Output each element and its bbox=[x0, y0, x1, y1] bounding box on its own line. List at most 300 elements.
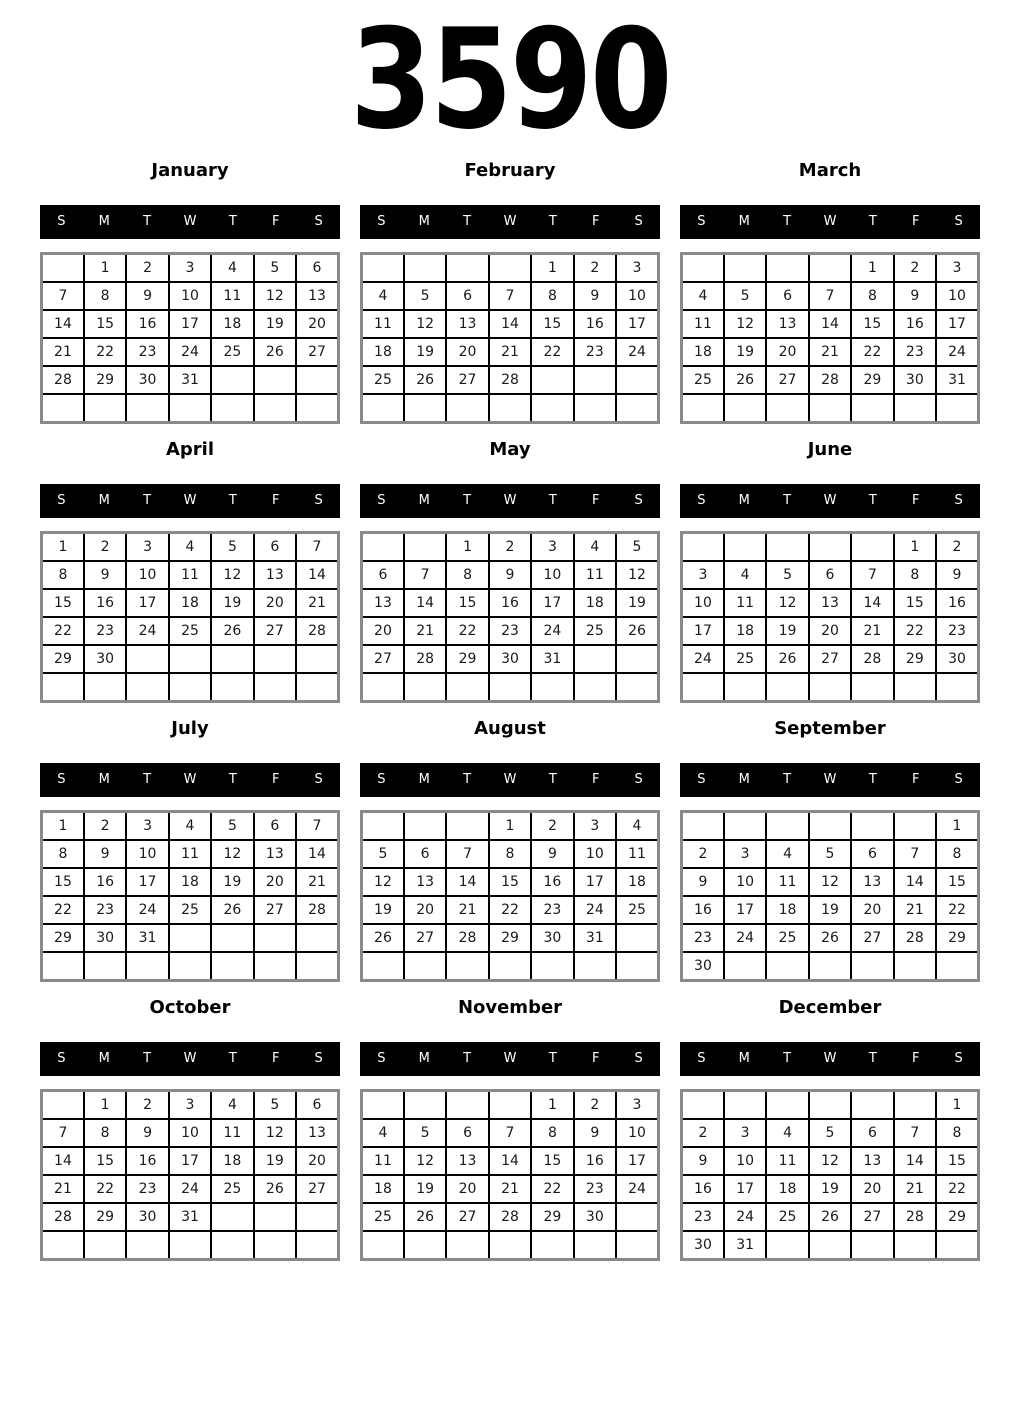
day-cell: 6 bbox=[446, 1119, 488, 1147]
day-cell: 4 bbox=[724, 561, 766, 589]
empty-day-cell bbox=[489, 673, 531, 702]
week-row bbox=[682, 1119, 979, 1147]
day-cell: 25 bbox=[362, 366, 404, 394]
week-row bbox=[362, 924, 659, 952]
day-cell: 31 bbox=[724, 1231, 766, 1260]
day-cell: 23 bbox=[574, 1175, 616, 1203]
day-cell: 23 bbox=[489, 617, 531, 645]
week-row bbox=[362, 366, 659, 394]
day-cell: 14 bbox=[851, 589, 893, 617]
weekday-label: T bbox=[143, 214, 152, 229]
week-row bbox=[42, 1231, 339, 1260]
weekday-label: S bbox=[634, 1051, 643, 1066]
day-cell: 19 bbox=[254, 310, 296, 338]
day-cell: 9 bbox=[489, 561, 531, 589]
week-row bbox=[42, 673, 339, 702]
day-cell: 10 bbox=[682, 589, 724, 617]
day-cell: 20 bbox=[766, 338, 808, 366]
month-december bbox=[680, 997, 980, 1261]
weekday-label: S bbox=[57, 214, 66, 229]
weekday-label: W bbox=[503, 214, 517, 229]
weekday-label: W bbox=[183, 772, 197, 787]
week-row bbox=[42, 394, 339, 423]
month-table bbox=[680, 1089, 980, 1261]
weekday-label: T bbox=[228, 1051, 237, 1066]
day-cell: 19 bbox=[766, 617, 808, 645]
empty-day-cell bbox=[169, 645, 211, 673]
day-cell: 24 bbox=[724, 1203, 766, 1231]
day-cell: 11 bbox=[766, 868, 808, 896]
week-row bbox=[42, 1203, 339, 1231]
day-cell: 30 bbox=[84, 645, 126, 673]
day-cell: 11 bbox=[211, 282, 253, 310]
empty-day-cell bbox=[489, 1231, 531, 1260]
day-cell: 25 bbox=[766, 924, 808, 952]
day-cell: 5 bbox=[404, 282, 446, 310]
empty-day-cell bbox=[362, 1231, 404, 1260]
weekday-label: S bbox=[377, 214, 386, 229]
day-cell: 7 bbox=[851, 561, 893, 589]
empty-day-cell bbox=[724, 394, 766, 423]
empty-day-cell bbox=[42, 952, 84, 981]
day-cell: 26 bbox=[211, 896, 253, 924]
day-cell: 7 bbox=[489, 282, 531, 310]
day-cell: 28 bbox=[851, 645, 893, 673]
week-row bbox=[362, 533, 659, 562]
day-cell: 29 bbox=[936, 1203, 978, 1231]
week-row bbox=[362, 1203, 659, 1231]
week-row bbox=[682, 533, 979, 562]
week-row bbox=[682, 1091, 979, 1120]
month-name: July bbox=[171, 718, 209, 739]
day-cell: 2 bbox=[682, 1119, 724, 1147]
day-cell: 22 bbox=[42, 896, 84, 924]
day-cell: 14 bbox=[42, 310, 84, 338]
day-cell: 30 bbox=[682, 952, 724, 981]
empty-day-cell bbox=[404, 533, 446, 562]
day-cell: 11 bbox=[574, 561, 616, 589]
day-cell: 28 bbox=[809, 366, 851, 394]
day-cell: 26 bbox=[766, 645, 808, 673]
day-cell: 17 bbox=[531, 589, 573, 617]
empty-day-cell bbox=[809, 533, 851, 562]
weekday-label: F bbox=[591, 772, 600, 787]
month-table bbox=[40, 531, 340, 703]
day-cell: 21 bbox=[446, 896, 488, 924]
month-name: October bbox=[149, 997, 231, 1018]
weekday-label: T bbox=[548, 493, 557, 508]
weekday-label: S bbox=[377, 772, 386, 787]
day-cell: 6 bbox=[296, 1091, 338, 1120]
weekday-label: S bbox=[314, 1051, 323, 1066]
week-row bbox=[362, 812, 659, 841]
weekday-label: W bbox=[503, 493, 517, 508]
day-cell: 27 bbox=[446, 366, 488, 394]
empty-day-cell bbox=[809, 673, 851, 702]
empty-day-cell bbox=[531, 394, 573, 423]
day-cell: 21 bbox=[296, 868, 338, 896]
week-row bbox=[682, 1231, 979, 1260]
day-cell: 28 bbox=[42, 1203, 84, 1231]
empty-day-cell bbox=[851, 394, 893, 423]
day-cell: 27 bbox=[296, 338, 338, 366]
weekday-label: M bbox=[98, 493, 110, 508]
empty-day-cell bbox=[169, 952, 211, 981]
weekday-label: T bbox=[228, 493, 237, 508]
empty-day-cell bbox=[404, 254, 446, 283]
day-cell: 24 bbox=[616, 1175, 658, 1203]
weekday-label: S bbox=[697, 214, 706, 229]
empty-day-cell bbox=[724, 1091, 766, 1120]
day-cell: 24 bbox=[126, 896, 168, 924]
day-cell: 16 bbox=[574, 310, 616, 338]
week-row bbox=[362, 394, 659, 423]
month-name: May bbox=[489, 439, 531, 460]
empty-day-cell bbox=[254, 645, 296, 673]
day-cell: 28 bbox=[404, 645, 446, 673]
empty-day-cell bbox=[809, 812, 851, 841]
day-cell: 29 bbox=[446, 645, 488, 673]
week-row bbox=[682, 617, 979, 645]
day-cell: 31 bbox=[531, 645, 573, 673]
empty-day-cell bbox=[682, 1091, 724, 1120]
empty-day-cell bbox=[616, 394, 658, 423]
day-cell: 6 bbox=[851, 840, 893, 868]
week-row bbox=[42, 589, 339, 617]
empty-day-cell bbox=[254, 952, 296, 981]
empty-day-cell bbox=[574, 366, 616, 394]
day-cell: 5 bbox=[766, 561, 808, 589]
empty-day-cell bbox=[362, 394, 404, 423]
weekday-label: M bbox=[98, 1051, 110, 1066]
day-cell: 22 bbox=[489, 896, 531, 924]
empty-day-cell bbox=[766, 952, 808, 981]
day-cell: 26 bbox=[724, 366, 766, 394]
day-cell: 3 bbox=[616, 254, 658, 283]
day-cell: 1 bbox=[936, 812, 978, 841]
week-row bbox=[42, 338, 339, 366]
weekday-label: W bbox=[183, 493, 197, 508]
day-cell: 18 bbox=[766, 1175, 808, 1203]
day-cell: 26 bbox=[809, 924, 851, 952]
empty-day-cell bbox=[254, 924, 296, 952]
day-cell: 12 bbox=[211, 561, 253, 589]
day-cell: 30 bbox=[84, 924, 126, 952]
day-cell: 22 bbox=[531, 338, 573, 366]
day-cell: 12 bbox=[404, 1147, 446, 1175]
day-cell: 14 bbox=[489, 310, 531, 338]
day-cell: 26 bbox=[254, 338, 296, 366]
empty-day-cell bbox=[362, 812, 404, 841]
weekday-label: T bbox=[548, 1051, 557, 1066]
day-cell: 5 bbox=[211, 533, 253, 562]
day-cell: 10 bbox=[574, 840, 616, 868]
week-row bbox=[682, 952, 979, 981]
day-cell: 25 bbox=[766, 1203, 808, 1231]
empty-day-cell bbox=[851, 673, 893, 702]
day-cell: 4 bbox=[362, 282, 404, 310]
weekday-label: F bbox=[271, 1051, 280, 1066]
day-cell: 23 bbox=[936, 617, 978, 645]
day-cell: 28 bbox=[296, 896, 338, 924]
empty-day-cell bbox=[682, 673, 724, 702]
day-cell: 2 bbox=[126, 254, 168, 283]
year-title: 3590 bbox=[349, 0, 671, 160]
week-row bbox=[42, 282, 339, 310]
week-row bbox=[362, 338, 659, 366]
day-cell: 15 bbox=[84, 310, 126, 338]
empty-day-cell bbox=[766, 812, 808, 841]
day-cell: 29 bbox=[894, 645, 936, 673]
day-cell: 26 bbox=[616, 617, 658, 645]
empty-day-cell bbox=[42, 673, 84, 702]
day-cell: 28 bbox=[446, 924, 488, 952]
day-cell: 19 bbox=[254, 1147, 296, 1175]
week-row bbox=[682, 924, 979, 952]
day-cell: 5 bbox=[724, 282, 766, 310]
day-cell: 1 bbox=[84, 1091, 126, 1120]
day-cell: 30 bbox=[574, 1203, 616, 1231]
empty-day-cell bbox=[936, 1231, 978, 1260]
month-table bbox=[40, 252, 340, 424]
day-cell: 2 bbox=[936, 533, 978, 562]
day-cell: 10 bbox=[616, 282, 658, 310]
day-cell: 3 bbox=[126, 812, 168, 841]
weekday-header bbox=[40, 1042, 340, 1076]
weekday-label: T bbox=[868, 1051, 877, 1066]
empty-day-cell bbox=[574, 645, 616, 673]
day-cell: 7 bbox=[42, 1119, 84, 1147]
week-row bbox=[362, 952, 659, 981]
day-cell: 30 bbox=[489, 645, 531, 673]
weekday-label: S bbox=[57, 772, 66, 787]
empty-day-cell bbox=[404, 673, 446, 702]
day-cell: 7 bbox=[809, 282, 851, 310]
empty-day-cell bbox=[446, 1091, 488, 1120]
weekday-label: S bbox=[697, 493, 706, 508]
day-cell: 5 bbox=[809, 840, 851, 868]
empty-day-cell bbox=[766, 1091, 808, 1120]
day-cell: 8 bbox=[84, 282, 126, 310]
day-cell: 20 bbox=[404, 896, 446, 924]
weekday-label: T bbox=[143, 493, 152, 508]
day-cell: 21 bbox=[894, 1175, 936, 1203]
week-row bbox=[682, 561, 979, 589]
day-cell: 12 bbox=[616, 561, 658, 589]
empty-day-cell bbox=[894, 673, 936, 702]
week-row bbox=[42, 952, 339, 981]
empty-day-cell bbox=[296, 673, 338, 702]
day-cell: 21 bbox=[42, 1175, 84, 1203]
week-row bbox=[682, 310, 979, 338]
week-row bbox=[362, 282, 659, 310]
week-row bbox=[42, 366, 339, 394]
month-table bbox=[360, 810, 660, 982]
day-cell: 9 bbox=[894, 282, 936, 310]
empty-day-cell bbox=[809, 394, 851, 423]
month-name: February bbox=[464, 160, 556, 181]
weekday-label: F bbox=[591, 1051, 600, 1066]
day-cell: 21 bbox=[894, 896, 936, 924]
weekday-label: S bbox=[314, 772, 323, 787]
day-cell: 15 bbox=[489, 868, 531, 896]
day-cell: 16 bbox=[682, 1175, 724, 1203]
month-table bbox=[680, 252, 980, 424]
day-cell: 16 bbox=[574, 1147, 616, 1175]
empty-day-cell bbox=[851, 1231, 893, 1260]
day-cell: 18 bbox=[616, 868, 658, 896]
month-name: June bbox=[807, 439, 853, 460]
day-cell: 24 bbox=[169, 1175, 211, 1203]
week-row bbox=[42, 1147, 339, 1175]
weekday-label: T bbox=[783, 214, 792, 229]
day-cell: 1 bbox=[936, 1091, 978, 1120]
day-cell: 19 bbox=[362, 896, 404, 924]
empty-day-cell bbox=[936, 673, 978, 702]
day-cell: 3 bbox=[169, 1091, 211, 1120]
empty-day-cell bbox=[766, 394, 808, 423]
week-row bbox=[682, 394, 979, 423]
week-row bbox=[42, 812, 339, 841]
week-row bbox=[682, 1147, 979, 1175]
day-cell: 18 bbox=[362, 338, 404, 366]
day-cell: 10 bbox=[616, 1119, 658, 1147]
day-cell: 31 bbox=[169, 366, 211, 394]
day-cell: 14 bbox=[404, 589, 446, 617]
day-cell: 29 bbox=[851, 366, 893, 394]
day-cell: 26 bbox=[362, 924, 404, 952]
weekday-label: T bbox=[783, 772, 792, 787]
day-cell: 27 bbox=[851, 924, 893, 952]
empty-day-cell bbox=[211, 952, 253, 981]
day-cell: 20 bbox=[254, 589, 296, 617]
day-cell: 8 bbox=[936, 1119, 978, 1147]
empty-day-cell bbox=[766, 254, 808, 283]
day-cell: 5 bbox=[404, 1119, 446, 1147]
day-cell: 23 bbox=[126, 1175, 168, 1203]
day-cell: 19 bbox=[404, 338, 446, 366]
day-cell: 6 bbox=[446, 282, 488, 310]
empty-day-cell bbox=[766, 673, 808, 702]
month-october bbox=[40, 997, 340, 1261]
day-cell: 17 bbox=[126, 589, 168, 617]
month-table bbox=[40, 810, 340, 982]
month-table bbox=[680, 810, 980, 982]
day-cell: 16 bbox=[126, 310, 168, 338]
weekday-label: T bbox=[463, 772, 472, 787]
day-cell: 16 bbox=[489, 589, 531, 617]
weekday-label: W bbox=[823, 772, 837, 787]
week-row bbox=[362, 1147, 659, 1175]
empty-day-cell bbox=[169, 673, 211, 702]
day-cell: 30 bbox=[936, 645, 978, 673]
empty-day-cell bbox=[362, 254, 404, 283]
weekday-label: F bbox=[911, 214, 920, 229]
day-cell: 21 bbox=[404, 617, 446, 645]
empty-day-cell bbox=[851, 1091, 893, 1120]
empty-day-cell bbox=[894, 952, 936, 981]
day-cell: 25 bbox=[724, 645, 766, 673]
weekday-header bbox=[680, 484, 980, 518]
weekday-label: F bbox=[591, 493, 600, 508]
day-cell: 18 bbox=[211, 310, 253, 338]
day-cell: 23 bbox=[682, 924, 724, 952]
weekday-label: S bbox=[57, 493, 66, 508]
empty-day-cell bbox=[894, 394, 936, 423]
day-cell: 18 bbox=[766, 896, 808, 924]
day-cell: 3 bbox=[169, 254, 211, 283]
day-cell: 2 bbox=[682, 840, 724, 868]
week-row bbox=[682, 868, 979, 896]
weekday-label: W bbox=[823, 214, 837, 229]
weekday-label: T bbox=[228, 214, 237, 229]
day-cell: 17 bbox=[682, 617, 724, 645]
week-row bbox=[42, 310, 339, 338]
weekday-label: S bbox=[314, 493, 323, 508]
day-cell: 7 bbox=[894, 840, 936, 868]
empty-day-cell bbox=[574, 1231, 616, 1260]
week-row bbox=[362, 868, 659, 896]
weekday-label: S bbox=[57, 1051, 66, 1066]
day-cell: 16 bbox=[531, 868, 573, 896]
day-cell: 11 bbox=[724, 589, 766, 617]
day-cell: 17 bbox=[724, 896, 766, 924]
day-cell: 25 bbox=[574, 617, 616, 645]
week-row bbox=[42, 1091, 339, 1120]
day-cell: 22 bbox=[531, 1175, 573, 1203]
empty-day-cell bbox=[404, 952, 446, 981]
empty-day-cell bbox=[211, 924, 253, 952]
day-cell: 17 bbox=[574, 868, 616, 896]
empty-day-cell bbox=[42, 1091, 84, 1120]
empty-day-cell bbox=[851, 952, 893, 981]
day-cell: 13 bbox=[296, 1119, 338, 1147]
day-cell: 22 bbox=[446, 617, 488, 645]
day-cell: 13 bbox=[809, 589, 851, 617]
day-cell: 12 bbox=[404, 310, 446, 338]
day-cell: 18 bbox=[169, 868, 211, 896]
weekday-label: M bbox=[738, 1051, 750, 1066]
day-cell: 13 bbox=[296, 282, 338, 310]
empty-day-cell bbox=[126, 952, 168, 981]
empty-day-cell bbox=[296, 394, 338, 423]
empty-day-cell bbox=[296, 645, 338, 673]
empty-day-cell bbox=[362, 1091, 404, 1120]
day-cell: 16 bbox=[682, 896, 724, 924]
month-table bbox=[360, 252, 660, 424]
month-name: December bbox=[778, 997, 882, 1018]
day-cell: 16 bbox=[126, 1147, 168, 1175]
day-cell: 10 bbox=[724, 1147, 766, 1175]
empty-day-cell bbox=[362, 952, 404, 981]
weekday-label: S bbox=[954, 493, 963, 508]
weekday-label: S bbox=[377, 493, 386, 508]
empty-day-cell bbox=[84, 952, 126, 981]
empty-day-cell bbox=[616, 924, 658, 952]
empty-day-cell bbox=[489, 952, 531, 981]
day-cell: 16 bbox=[894, 310, 936, 338]
empty-day-cell bbox=[126, 1231, 168, 1260]
empty-day-cell bbox=[42, 1231, 84, 1260]
day-cell: 25 bbox=[682, 366, 724, 394]
empty-day-cell bbox=[809, 1091, 851, 1120]
day-cell: 24 bbox=[126, 617, 168, 645]
week-row bbox=[362, 254, 659, 283]
empty-day-cell bbox=[936, 394, 978, 423]
month-name: August bbox=[474, 718, 546, 739]
day-cell: 1 bbox=[531, 254, 573, 283]
empty-day-cell bbox=[616, 1231, 658, 1260]
